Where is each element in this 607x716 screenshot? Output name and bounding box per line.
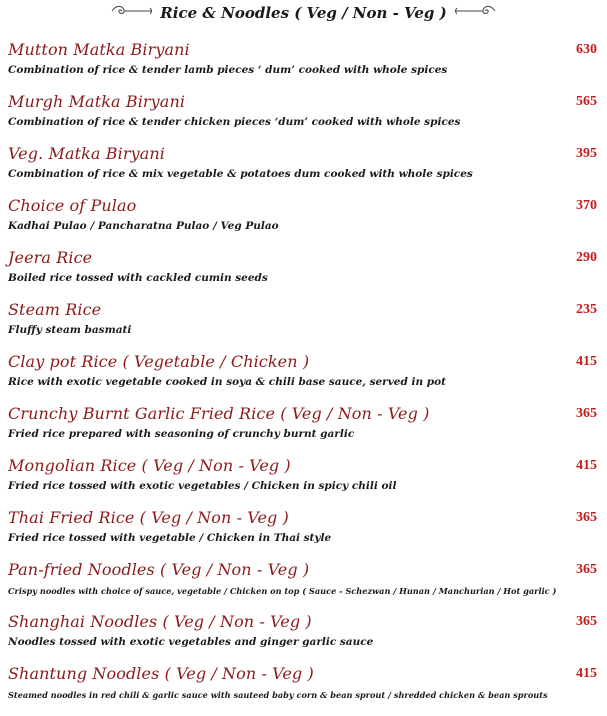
menu-item-price: 365	[576, 614, 597, 629]
menu-item	[0, 508, 607, 560]
menu-item	[0, 352, 607, 404]
menu-item-description: Boiled rice tossed with cackled cumin seeds	[8, 272, 268, 284]
menu-item-name: Thai Fried Rice ( Veg / Non - Veg )	[8, 508, 289, 527]
menu-item-description: Rice with exotic vegetable cooked in soya & chili base sauce, served in pot	[8, 376, 446, 388]
menu-item-name: Clay pot Rice ( Vegetable / Chicken )	[8, 352, 310, 371]
menu-item-price: 370	[576, 198, 597, 213]
menu-item-name: Jeera Rice	[8, 248, 93, 267]
menu-item-price: 630	[576, 42, 597, 57]
menu-item-name: Mongolian Rice ( Veg / Non - Veg )	[8, 456, 291, 475]
menu-item-name: Murgh Matka Biryani	[8, 92, 186, 111]
menu-item	[0, 300, 607, 352]
menu-item-description: Fried rice prepared with seasoning of crunchy burnt garlic	[8, 428, 355, 440]
menu-item	[0, 612, 607, 664]
menu-item-name: Shanghai Noodles ( Veg / Non - Veg )	[8, 612, 312, 631]
menu-item-price: 415	[576, 666, 597, 681]
menu-item	[0, 664, 607, 716]
menu-item-name: Shantung Noodles ( Veg / Non - Veg )	[8, 664, 314, 683]
menu-item-description: Crispy noodles with choice of sauce, vegetable / Chicken on top ( Sauce - Schezwan / Hunan / Manchurian / Hot garlic )	[8, 586, 557, 596]
menu-item-name: Choice of Pulao	[8, 196, 137, 215]
menu-item-name: Crunchy Burnt Garlic Fried Rice ( Veg / Non - Veg )	[8, 404, 430, 423]
menu-item	[0, 404, 607, 456]
menu-item-description: Kadhai Pulao / Pancharatna Pulao / Veg Pulao	[8, 220, 279, 232]
menu-section-header	[0, 0, 607, 26]
menu-item-price: 290	[576, 250, 597, 265]
menu-item-name: Veg. Matka Biryani	[8, 144, 165, 163]
menu-item-price: 365	[576, 562, 597, 577]
menu-item-name: Mutton Matka Biryani	[8, 40, 190, 59]
menu-item-price: 565	[576, 94, 597, 109]
menu-item-price: 415	[576, 458, 597, 473]
menu-item-description: Fried rice tossed with vegetable / Chicken in Thai style	[8, 532, 332, 544]
menu-item	[0, 196, 607, 248]
menu-item-price: 235	[576, 302, 597, 317]
menu-item	[0, 248, 607, 300]
menu-item-description: Noodles tossed with exotic vegetables and ginger garlic sauce	[8, 636, 374, 648]
menu-item-description: Steamed noodles in red chili & garlic sauce with sauteed baby corn & bean sprout / shredded chicken & bean sprouts	[8, 690, 548, 700]
menu-item-description: Combination of rice & tender chicken pieces ‘dum’ cooked with whole spices	[8, 116, 461, 128]
menu-item-description: Combination of rice & mix vegetable & potatoes dum cooked with whole spices	[8, 168, 473, 180]
menu-item-description: Fluffy steam basmati	[8, 324, 132, 336]
menu-item	[0, 456, 607, 508]
menu-item-price: 395	[576, 146, 597, 161]
menu-item-description: Fried rice tossed with exotic vegetables / Chicken in spicy chili oil	[8, 480, 397, 492]
menu-item-price: 365	[576, 510, 597, 525]
menu-item	[0, 144, 607, 196]
menu-items-list	[0, 40, 607, 716]
menu-item-price: 415	[576, 354, 597, 369]
menu-item-description: Combination of rice & tender lamb pieces ‘ dum’ cooked with whole spices	[8, 64, 448, 76]
menu-item	[0, 92, 607, 144]
menu-item-price: 365	[576, 406, 597, 421]
menu-item	[0, 40, 607, 92]
menu-item	[0, 560, 607, 612]
page-title: Rice & Noodles ( Veg / Non - Veg )	[160, 4, 447, 22]
scroll-ornament-right-icon	[453, 4, 497, 22]
menu-item-name: Pan-fried Noodles ( Veg / Non - Veg )	[8, 560, 310, 579]
menu-item-name: Steam Rice	[8, 300, 102, 319]
scroll-ornament-left-icon	[110, 4, 154, 22]
